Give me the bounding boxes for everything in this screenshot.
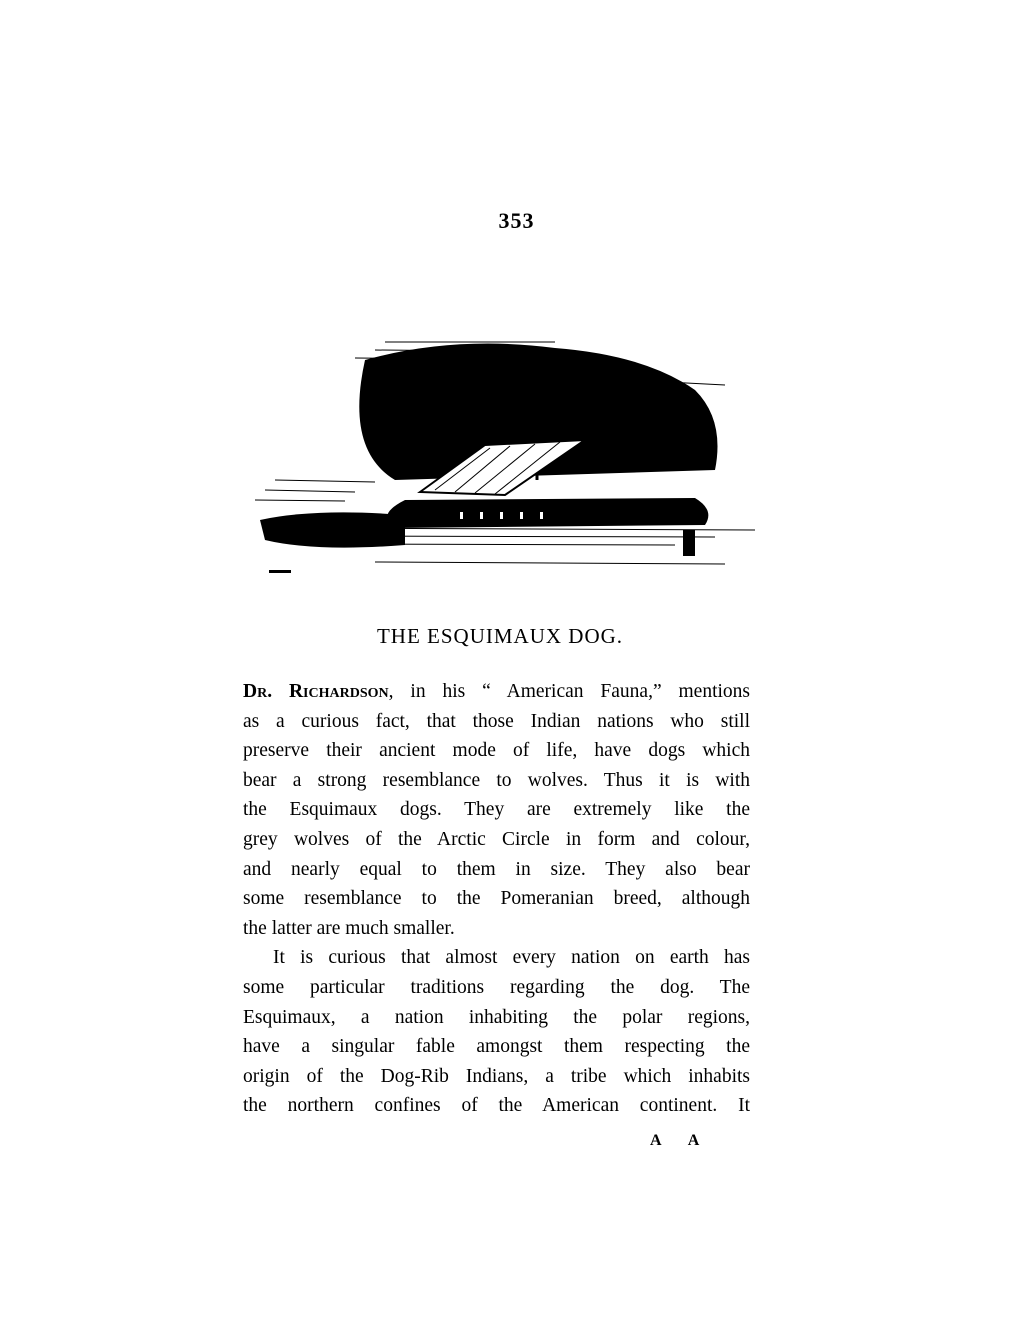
- body-text: [243, 677, 750, 1121]
- engraving-ship-hull: [387, 498, 708, 528]
- text-line: Dr. Richardson, in his “ American Fauna,” mentions: [243, 681, 750, 702]
- text-line: have a singular fable amongst them respecting the: [243, 1036, 750, 1058]
- page-number: 353: [498, 208, 535, 233]
- text-line: and nearly equal to them in size. They also bear: [243, 858, 750, 880]
- text-line: grey wolves of the Arctic Circle in form and colour,: [243, 828, 750, 850]
- text-line: bear a strong resemblance to wolves. Thus it is with: [243, 769, 750, 791]
- engraving-figure: [683, 530, 695, 556]
- signature-mark: A A: [650, 1132, 712, 1149]
- engraving-illustration: [255, 330, 780, 580]
- text-line: the northern confines of the American continent. It: [243, 1095, 750, 1117]
- text-line: Esquimaux, a nation inhabiting the polar regions,: [243, 1006, 750, 1028]
- text-line: origin of the Dog-Rib Indians, a tribe which inhabits: [243, 1065, 750, 1087]
- text-line: some particular traditions regarding the dog. The: [243, 976, 750, 998]
- text-line: the Esquimaux dogs. They are extremely like the: [243, 799, 750, 821]
- text-line: some resemblance to the Pomeranian breed, although: [243, 888, 750, 910]
- text-line: preserve their ancient mode of life, have dogs which: [243, 740, 750, 762]
- text-line: as a curious fact, that those Indian nations who still: [243, 710, 750, 732]
- text-line: the latter are much smaller.: [243, 917, 455, 939]
- text-line: It is curious that almost every nation on earth has: [273, 947, 750, 969]
- chapter-title: THE ESQUIMAUX DOG.: [376, 624, 624, 648]
- engraving-ice-floe: [260, 512, 405, 547]
